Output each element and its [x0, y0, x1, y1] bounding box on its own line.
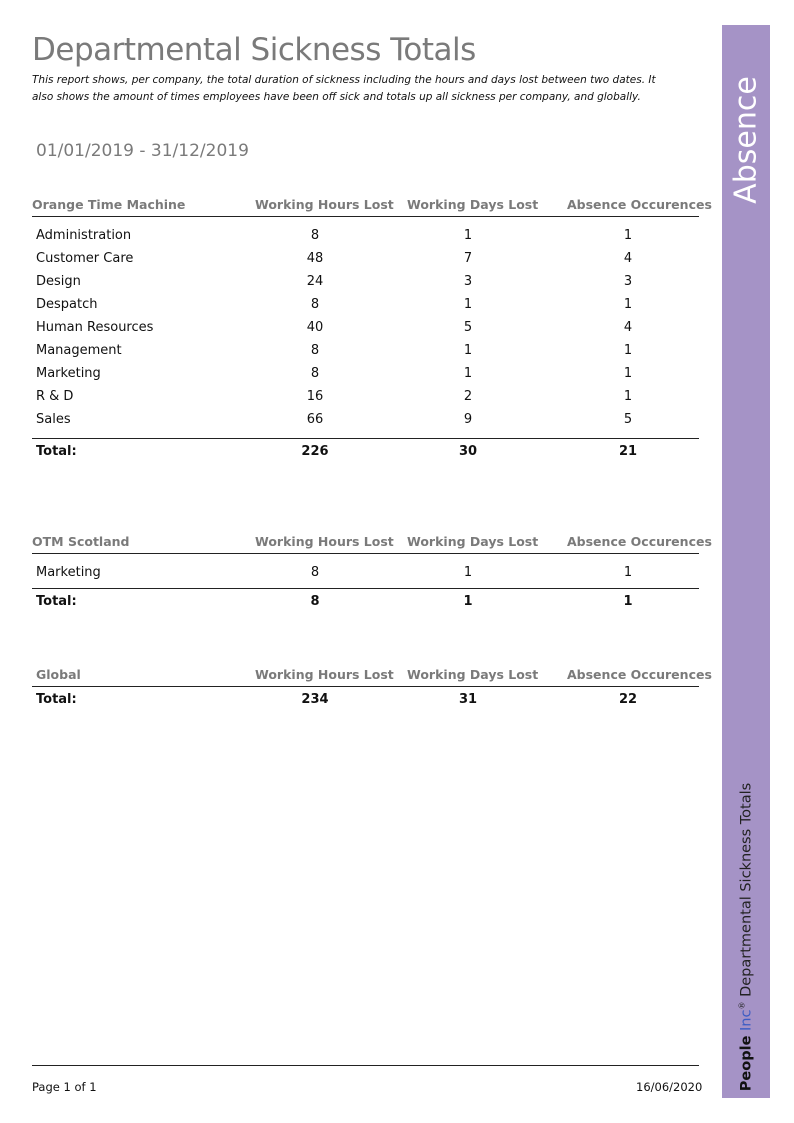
department-name: Customer Care	[36, 251, 134, 266]
print-date: 16/06/2020	[636, 1080, 703, 1094]
table-row	[32, 363, 699, 386]
absence-occurrences: 5	[623, 412, 633, 427]
days-lost: 7	[463, 251, 473, 266]
total-hours-lost: 8	[310, 594, 320, 609]
column-header-days: Working Days Lost	[407, 534, 539, 549]
column-header-hours: Working Hours Lost	[255, 667, 394, 682]
footer-divider	[32, 1065, 699, 1066]
days-lost: 1	[463, 228, 473, 243]
registered-mark: ®	[737, 1001, 747, 1010]
table-row	[32, 409, 699, 432]
total-days-lost: 1	[463, 594, 473, 609]
department-name: Human Resources	[36, 320, 154, 335]
global-totals-table	[32, 663, 712, 715]
table-row	[32, 271, 699, 294]
absence-occurrences: 1	[623, 366, 633, 381]
sidebar-report-footer	[738, 783, 755, 1091]
page-number: Page 1 of 1	[32, 1080, 97, 1094]
sidebar-report-name: Departmental Sickness Totals	[738, 782, 755, 1002]
column-header-occurrences: Absence Occurences	[567, 534, 712, 549]
column-header-hours: Working Hours Lost	[255, 534, 394, 549]
department-name: Marketing	[36, 565, 101, 580]
global-label: Global	[36, 667, 81, 682]
column-header-hours: Working Hours Lost	[255, 197, 394, 212]
brand-name-inc: Inc	[738, 1009, 755, 1031]
global-total-row	[32, 687, 699, 715]
total-days-lost: 30	[458, 444, 478, 459]
days-lost: 3	[463, 274, 473, 289]
department-name: Marketing	[36, 366, 101, 381]
column-header-days: Working Days Lost	[407, 197, 539, 212]
hours-lost: 40	[306, 320, 324, 335]
table-row	[32, 248, 699, 271]
days-lost: 5	[463, 320, 473, 335]
hours-lost: 8	[310, 565, 320, 580]
days-lost: 1	[463, 343, 473, 358]
hours-lost: 8	[310, 228, 320, 243]
total-label: Total:	[36, 594, 77, 609]
total-days-lost: 31	[458, 692, 478, 707]
company-table-orange-time-machine	[32, 193, 712, 466]
report-title: Departmental Sickness Totals	[32, 32, 476, 68]
report-description: This report shows, per company, the total duration of sickness including the hours and days lost between two dates. It also shows the amount of times employees have been off sick and totals up all sickness per company, and globally.	[32, 74, 656, 103]
company-total-row	[32, 438, 699, 466]
days-lost: 2	[463, 389, 473, 404]
table-header	[32, 193, 712, 217]
table-row	[32, 294, 699, 317]
table-header	[32, 530, 712, 554]
date-range: 01/01/2019 - 31/12/2019	[36, 141, 249, 161]
column-header-occurrences: Absence Occurences	[567, 197, 712, 212]
table-row	[32, 386, 699, 409]
sidebar-band	[722, 25, 770, 1098]
company-table-otm-scotland	[32, 530, 712, 616]
department-name: R & D	[36, 389, 74, 404]
table-header	[32, 663, 712, 687]
hours-lost: 8	[310, 343, 320, 358]
days-lost: 1	[463, 297, 473, 312]
days-lost: 9	[463, 412, 473, 427]
absence-occurrences: 4	[623, 251, 633, 266]
company-name: Orange Time Machine	[32, 197, 186, 212]
absence-occurrences: 3	[623, 274, 633, 289]
absence-occurrences: 4	[623, 320, 633, 335]
days-lost: 1	[463, 366, 473, 381]
total-label: Total:	[36, 692, 77, 707]
days-lost: 1	[463, 565, 473, 580]
hours-lost: 66	[306, 412, 324, 427]
table-row	[32, 225, 699, 248]
absence-occurrences: 1	[623, 565, 633, 580]
sidebar-section-label: Absence	[728, 76, 764, 204]
absence-occurrences: 1	[623, 343, 633, 358]
department-name: Despatch	[36, 297, 98, 312]
total-label: Total:	[36, 444, 77, 459]
department-name: Design	[36, 274, 81, 289]
absence-occurrences: 1	[623, 297, 633, 312]
company-total-row	[32, 588, 699, 616]
table-row	[32, 317, 699, 340]
column-header-days: Working Days Lost	[407, 667, 539, 682]
department-name: Administration	[36, 228, 132, 243]
department-name: Management	[36, 343, 122, 358]
department-name: Sales	[36, 412, 71, 427]
column-header-occurrences: Absence Occurences	[567, 667, 712, 682]
hours-lost: 8	[310, 297, 320, 312]
company-name: OTM Scotland	[32, 534, 130, 549]
hours-lost: 24	[306, 274, 324, 289]
absence-occurrences: 1	[623, 228, 633, 243]
total-absence-occurrences: 1	[623, 594, 633, 609]
absence-occurrences: 1	[623, 389, 633, 404]
hours-lost: 48	[306, 251, 324, 266]
hours-lost: 16	[306, 389, 324, 404]
brand-name-people: People	[738, 1035, 755, 1092]
total-hours-lost: 234	[301, 692, 329, 707]
total-absence-occurrences: 21	[618, 444, 638, 459]
total-absence-occurrences: 22	[618, 692, 638, 707]
table-row	[32, 340, 699, 363]
table-row	[32, 562, 699, 585]
hours-lost: 8	[310, 366, 320, 381]
total-hours-lost: 226	[301, 444, 329, 459]
